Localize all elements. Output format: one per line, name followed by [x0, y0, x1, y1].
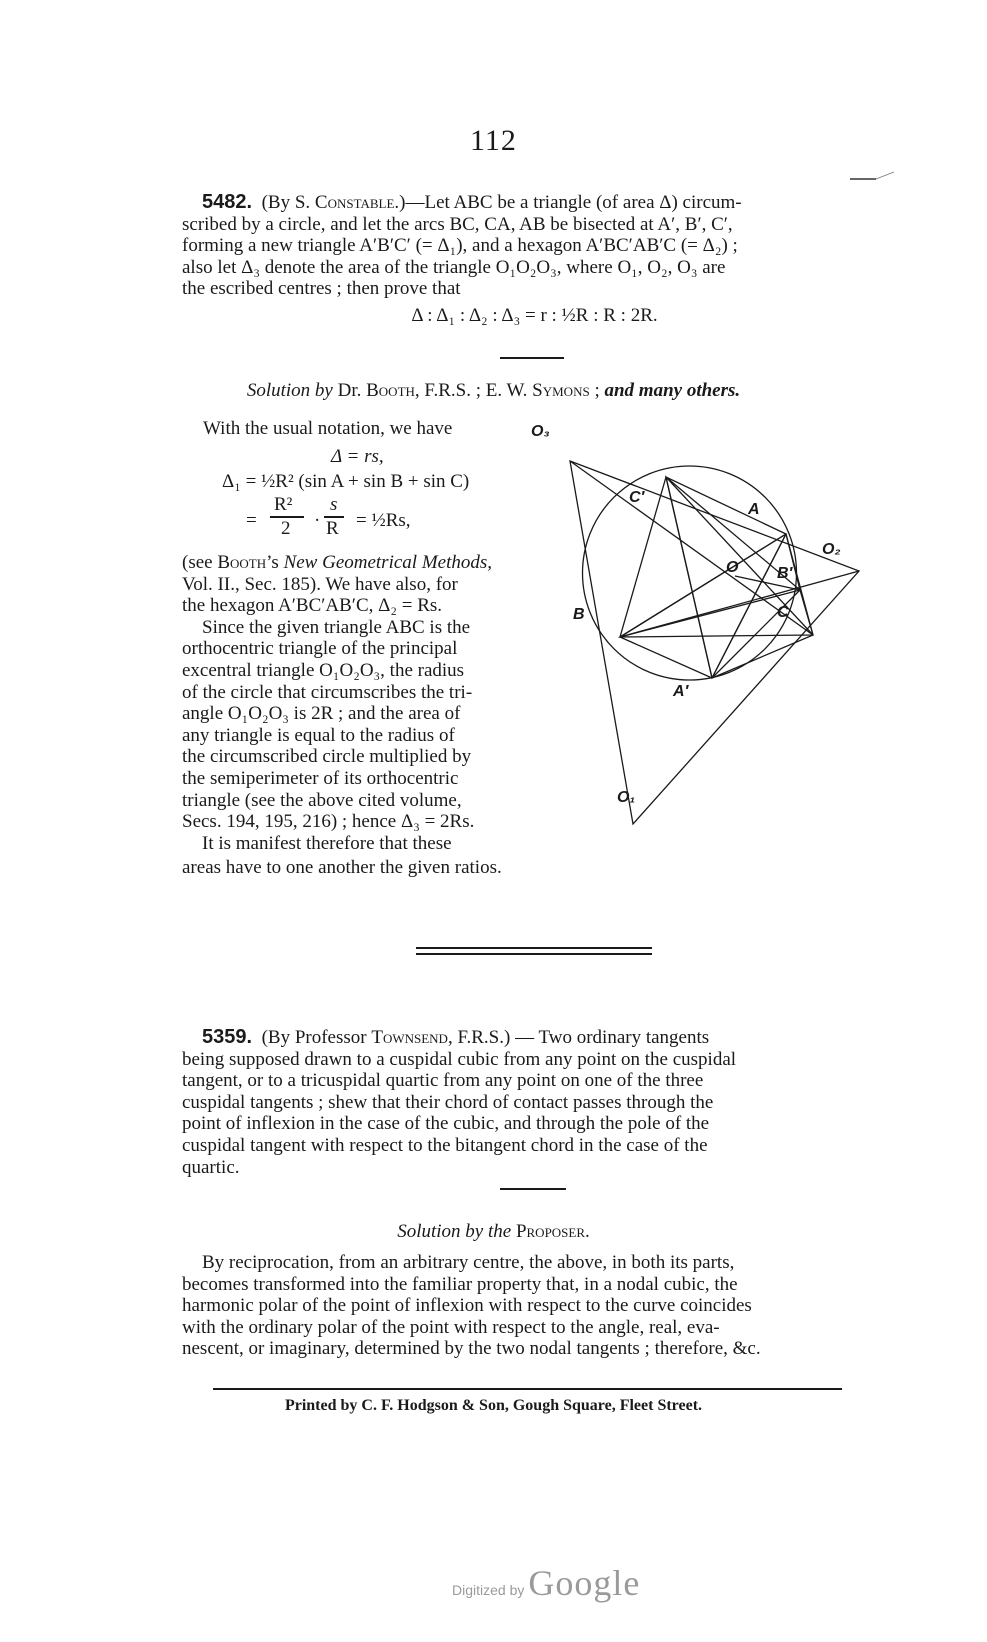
excentral-triangle — [570, 461, 859, 824]
label-o: O — [726, 559, 739, 576]
ratio-formula: Δ : Δ₁ : Δ₂ : Δ₃ = r : ½R : R : 2R. — [411, 305, 658, 326]
label-o3: O₃ — [531, 423, 550, 440]
label-o2: O₂ — [822, 541, 841, 558]
problem-number: 5359. — [202, 1026, 253, 1048]
short-rule — [500, 1188, 566, 1190]
problem-line: cuspidal tangent with respect to the bitangent chord in the case of the — [182, 1134, 708, 1156]
circumcircle — [583, 466, 797, 680]
digitized-watermark: Digitized by Google — [452, 1563, 641, 1603]
problem-line: cuspidal tangents ; shew that their chord of contact passes through the — [182, 1091, 714, 1113]
problem-line: the escribed centres ; then prove that — [182, 278, 461, 300]
text-line: the semiperimeter of its orthocentric — [182, 767, 459, 789]
problem-line: scribed by a circle, and let the arcs BC, CA, AB be bisected at A′, B′, C′, — [182, 213, 733, 235]
text-line: of the circle that circumscribes the tri- — [182, 681, 473, 703]
geometry-figure — [531, 423, 900, 840]
label-a-prime: A′ — [673, 683, 689, 700]
problem-line: forming a new triangle A′B′C′ (= Δ₁), and a hexagon A′BC′AB′C (= Δ₂) ; — [182, 235, 738, 257]
text-line: the circumscribed circle multiplied by — [182, 746, 472, 768]
text-line: areas have to one another the given ratios. — [182, 857, 502, 878]
equation-fraction: = R² 2 · s R = ½Rs, — [246, 494, 411, 539]
text-line: angle O₁O₂O₃ is 2R ; and the area of — [182, 703, 461, 725]
label-a: A — [748, 501, 760, 518]
double-rule-top — [416, 947, 652, 949]
label-c: C — [777, 604, 789, 621]
label-o1: O₁ — [617, 789, 636, 806]
solution-heading: Solution by the Proposer. — [397, 1221, 590, 1242]
text-line: the hexagon A′BC′AB′C, Δ₂ = Rs. — [182, 595, 443, 617]
problem-5359-first-line: 5359. (By Professor Townsend, F.R.S.) — Two ordinary tangents — [202, 1026, 710, 1048]
text-line: any triangle is equal to the radius of — [182, 724, 455, 746]
text-line: harmonic polar of the point of inflexion with respect to the curve coincides — [182, 1295, 752, 1317]
text-line: Secs. 194, 195, 216) ; hence Δ₃ = 2Rs. — [182, 811, 475, 833]
text-line: with the ordinary polar of the point with respect to the angle, real, eva- — [182, 1316, 720, 1338]
problem-line: point of inflexion in the case of the cubic, and through the pole of the — [182, 1113, 710, 1135]
problem-5482-first-line: 5482. (By S. Constable.)—Let ABC be a triangle (of area Δ) circum- — [202, 191, 742, 213]
corner-mark — [848, 170, 898, 182]
problem-line: being supposed drawn to a cuspidal cubic from any point on the cuspidal — [182, 1048, 737, 1070]
solver-name: Booth — [366, 380, 415, 401]
triangle-abc — [620, 534, 813, 637]
label-b-prime: B′ — [777, 565, 793, 582]
problem-line: tangent, or to a tricuspidal quartic from any point on one of the three — [182, 1070, 704, 1092]
solution-heading: Solution by Dr. Booth, F.R.S. ; E. W. Symons ; and many others. — [246, 380, 741, 401]
label-c-prime: C′ — [629, 489, 645, 506]
author-name: Constable — [314, 192, 395, 213]
text-line: By reciprocation, from an arbitrary centre, the above, in both its parts, — [202, 1252, 735, 1273]
short-rule — [500, 357, 564, 359]
author-name: Townsend — [371, 1027, 448, 1048]
text-line: Since the given triangle ABC is the — [202, 616, 471, 638]
problem-5359 — [182, 1027, 887, 1178]
problem-number: 5482. — [202, 191, 253, 213]
printer-line: Printed by C. F. Hodgson & Son, Gough Square, Fleet Street. — [284, 1397, 703, 1414]
problem-5482 — [182, 192, 887, 300]
label-b: B — [573, 606, 585, 623]
text-line: nescent, or imaginary, determined by the two nodal tangents ; therefore, &c. — [182, 1338, 761, 1360]
google-logo: Google — [528, 1563, 641, 1603]
double-rule-bottom — [416, 953, 652, 955]
equation-delta: Δ = rs, — [331, 446, 384, 467]
reference-line: (see Booth’s New Geometrical Methods, — [182, 552, 492, 573]
solver-name: Proposer. — [515, 1221, 590, 1242]
equation-delta1: Δ₁ = ½R² (sin A + sin B + sin C) — [222, 471, 470, 492]
problem-line: quartic. — [182, 1156, 240, 1178]
text-line: becomes transformed into the familiar property that, in a nodal cubic, the — [182, 1273, 738, 1295]
text-line: triangle (see the above cited volume, — [182, 789, 462, 811]
solver-name: Symons — [532, 380, 590, 401]
text-line: It is manifest therefore that these — [202, 832, 452, 854]
text-line: orthocentric triangle of the principal — [182, 638, 458, 660]
text-line: Vol. II., Sec. 185). We have also, for — [182, 573, 458, 595]
solution-left-column — [182, 552, 546, 854]
footer-rule — [213, 1388, 842, 1390]
intro-line: With the usual notation, we have — [203, 418, 453, 439]
solution-5359-body — [182, 1252, 887, 1360]
problem-line: also let Δ₃ denote the area of the triangle O₁O₂O₃, where O₁, O₂, O₃ are — [182, 256, 726, 278]
page-number: 112 — [470, 124, 517, 157]
text-line: excentral triangle O₁O₂O₃, the radius — [182, 659, 465, 681]
